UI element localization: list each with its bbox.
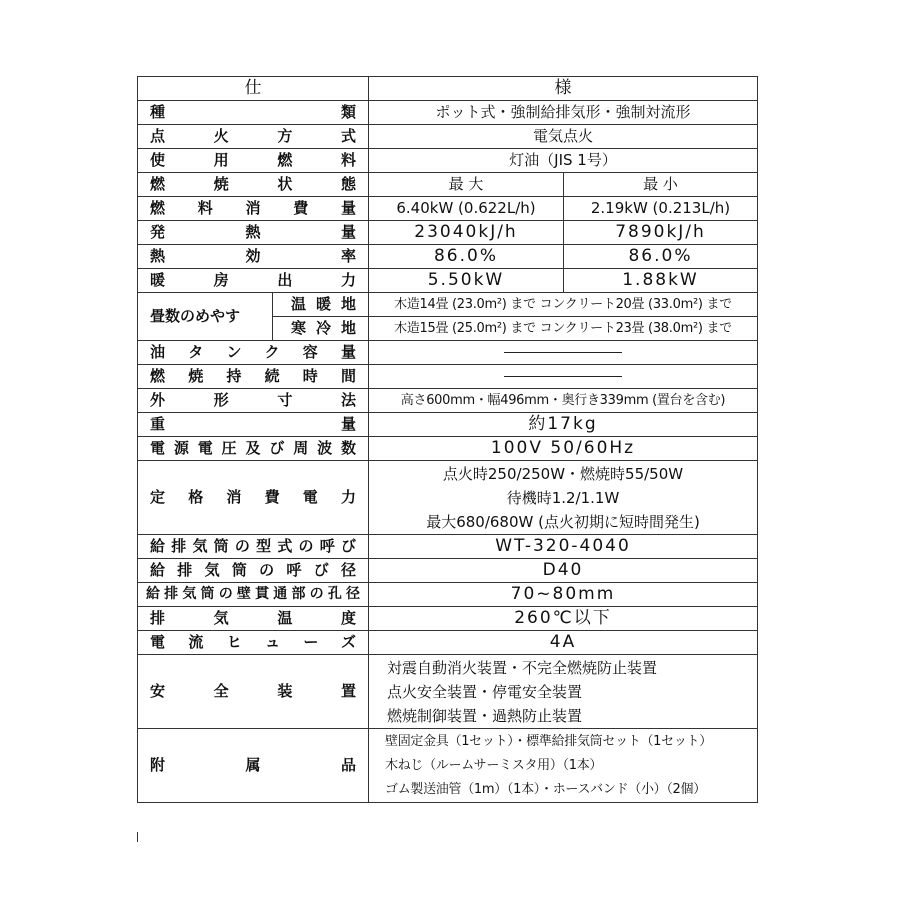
table-row	[138, 583, 758, 607]
row-value: 木造15畳 (25.0m²) まで コンクリート23畳 (38.0m²) まで	[369, 317, 758, 341]
table-row	[138, 125, 758, 149]
row-label: 定格消費電力	[138, 461, 369, 535]
row-label: 種類	[138, 101, 369, 125]
row-value: 高さ600mm・幅496mm・奥行き339mm (置台を含む)	[369, 389, 758, 413]
row-label: 熱効率	[138, 245, 369, 269]
row-label: 排気温度	[138, 607, 369, 631]
min-value: 86.0%	[564, 245, 758, 269]
value-line: 点火安全装置・停電安全装置	[387, 682, 583, 701]
row-value: 灯油（JIS 1号）	[369, 149, 758, 173]
table-row	[138, 173, 758, 197]
row-label: 給排気筒の呼び径	[138, 559, 369, 583]
max-value: 5.50kW	[369, 269, 564, 293]
max-value: 86.0%	[369, 245, 564, 269]
row-label: 油タンク容量	[138, 341, 369, 365]
dash-line	[504, 376, 622, 377]
row-label: 暖房出力	[138, 269, 369, 293]
min-value: 7890kJ/h	[564, 221, 758, 245]
row-value-empty	[369, 365, 758, 389]
sub-label-cold: 寒冷地	[273, 317, 369, 341]
value-line: ゴム製送油管（1m）（1本）・ホースバンド（小）（2個）	[385, 781, 706, 797]
table-row	[138, 221, 758, 245]
table-row	[138, 413, 758, 437]
row-value: 70~80mm	[369, 583, 758, 607]
table-row	[138, 341, 758, 365]
row-label: 燃焼状態	[138, 173, 369, 197]
header-right: 様	[369, 77, 758, 101]
row-value: D40	[369, 559, 758, 583]
value-line: 対震自動消火装置・不完全燃焼防止装置	[387, 658, 658, 677]
dash-line	[504, 352, 622, 353]
row-value: 260℃以下	[369, 607, 758, 631]
value-line: 壁固定金具（1セット）・標準給排気筒セット（1セット）	[385, 733, 712, 749]
row-value: 約17kg	[369, 413, 758, 437]
table-row	[138, 197, 758, 221]
row-label: 使用燃料	[138, 149, 369, 173]
row-label: 外形寸法	[138, 389, 369, 413]
row-label: 重量	[138, 413, 369, 437]
left-border-extension	[137, 832, 138, 842]
table-row	[138, 437, 758, 461]
value-line: 木ねじ（ルームサーミスタ用）（1本）	[385, 757, 603, 773]
min-header: 最 小	[564, 173, 758, 197]
table-row	[138, 655, 758, 729]
row-label: 給排気筒の壁貫通部の孔径	[138, 583, 369, 607]
value-line: 点火時250/250W・燃焼時55/50W	[442, 464, 684, 483]
max-value: 6.40kW (0.622L/h)	[369, 197, 564, 221]
table-row	[138, 101, 758, 125]
table-row	[138, 461, 758, 535]
table-row	[138, 389, 758, 413]
value-line: 燃焼制御装置・過熱防止装置	[387, 706, 583, 725]
row-value-multiline	[369, 729, 758, 803]
header-row	[138, 77, 758, 101]
row-value-multiline	[369, 461, 758, 535]
value-line: 待機時1.2/1.1W	[506, 488, 620, 507]
header-left: 仕	[138, 77, 369, 101]
table-row	[138, 729, 758, 803]
row-value: 4A	[369, 631, 758, 655]
max-value: 23040kJ/h	[369, 221, 564, 245]
table-row	[138, 631, 758, 655]
row-value: 木造14畳 (23.0m²) まで コンクリート20畳 (33.0m²) まで	[369, 293, 758, 317]
row-label: 安全装置	[138, 655, 369, 729]
table-row	[138, 269, 758, 293]
row-value: 電気点火	[369, 125, 758, 149]
row-label: 電流ヒューズ	[138, 631, 369, 655]
sub-label-warm: 温暖地	[273, 293, 369, 317]
min-value: 1.88kW	[564, 269, 758, 293]
table-row	[138, 535, 758, 559]
table-row	[138, 245, 758, 269]
row-label: 発熱量	[138, 221, 369, 245]
table-row	[138, 607, 758, 631]
row-value-empty	[369, 341, 758, 365]
max-header: 最 大	[369, 173, 564, 197]
row-label: 電源電圧及び周波数	[138, 437, 369, 461]
row-value: ポット式・強制給排気形・強制対流形	[369, 101, 758, 125]
min-value: 2.19kW (0.213L/h)	[564, 197, 758, 221]
row-value-multiline	[369, 655, 758, 729]
table-row	[138, 149, 758, 173]
row-value: WT-320-4040	[369, 535, 758, 559]
row-label: 点火方式	[138, 125, 369, 149]
row-label: 燃焼持続時間	[138, 365, 369, 389]
table-row	[138, 559, 758, 583]
row-label: 燃料消費量	[138, 197, 369, 221]
value-line: 最大680/680W (点火初期に短時間発生)	[426, 512, 700, 531]
row-value: 100V 50/60Hz	[369, 437, 758, 461]
table-row	[138, 365, 758, 389]
row-label: 給排気筒の型式の呼び	[138, 535, 369, 559]
row-label: 附属品	[138, 729, 369, 803]
table-row	[138, 293, 758, 317]
spec-table	[137, 76, 758, 803]
row-label: 畳数のめやす	[138, 293, 273, 341]
